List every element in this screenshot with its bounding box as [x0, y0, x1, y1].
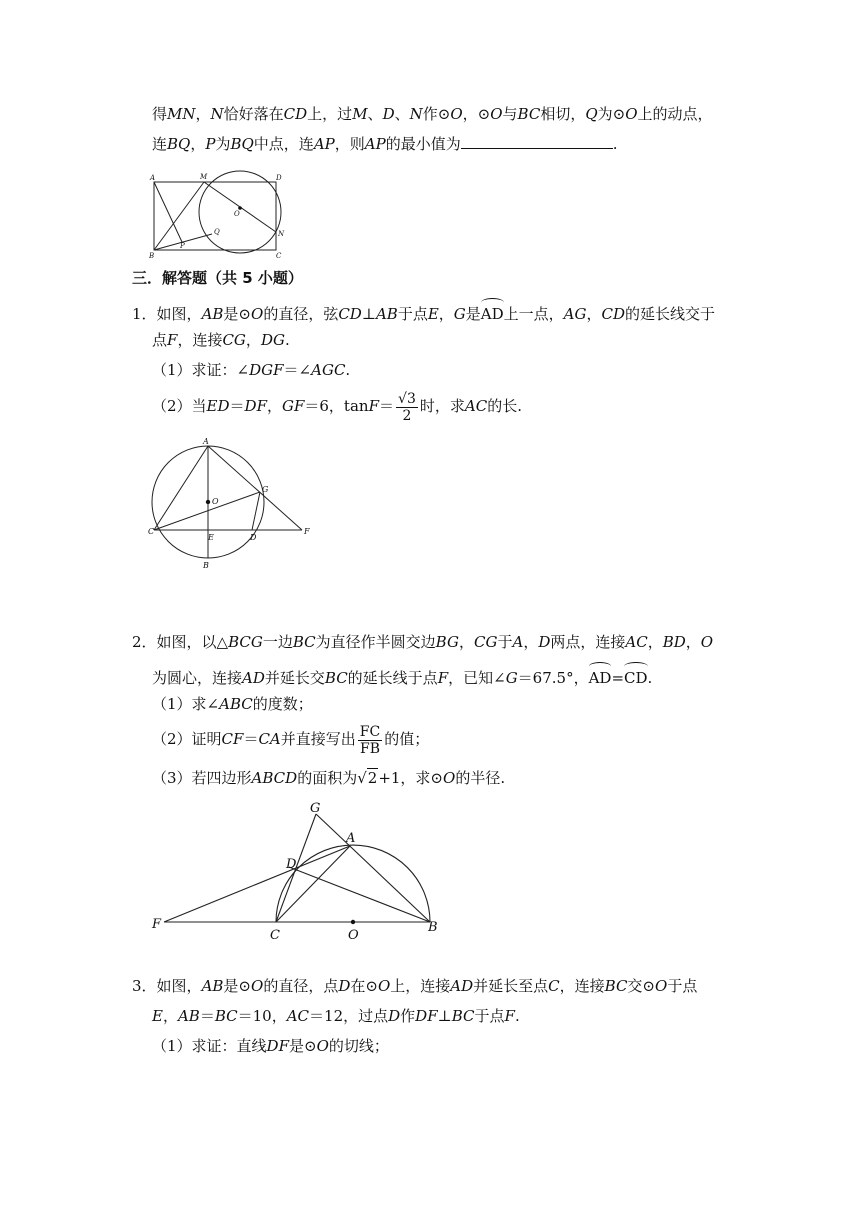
text: ，: [266, 397, 282, 415]
text: E: [152, 1007, 163, 1025]
text: .: [284, 331, 290, 349]
label-n: N: [278, 230, 285, 238]
text: ，: [245, 331, 261, 349]
text: CD: [601, 305, 626, 323]
text: M: [352, 105, 368, 123]
text: 的最小值为: [385, 135, 461, 153]
text: 是⊙: [288, 1037, 317, 1055]
text: E: [427, 305, 439, 323]
text: AC: [464, 397, 488, 415]
text: 的延长线于点: [347, 669, 438, 687]
text: 的值；: [384, 730, 430, 748]
q2-part-1: [152, 694, 313, 714]
line-fa: [164, 846, 350, 922]
segment-ap: [154, 182, 182, 242]
question-number: 2．: [132, 633, 157, 651]
text: 中点，连: [253, 135, 314, 153]
label-o: O: [348, 928, 359, 943]
text: CD: [283, 105, 308, 123]
label-a: A: [346, 831, 356, 846]
text: AB: [177, 1007, 200, 1025]
segment-gb: [316, 814, 430, 922]
text: G: [505, 669, 518, 687]
text: 一边: [262, 633, 293, 651]
text: BD: [662, 633, 686, 651]
top-problem-line-1: [152, 104, 713, 124]
text: 为直径作半圆交边: [315, 633, 436, 651]
text: DG: [260, 331, 285, 349]
text: ，: [647, 633, 663, 651]
label-f: F: [304, 527, 310, 536]
text: AD: [450, 977, 474, 995]
sqrt-two: √2: [357, 769, 378, 787]
semicircle-triangle-figure: [148, 798, 448, 944]
text: D: [538, 633, 551, 651]
text: 的半径.: [455, 769, 506, 787]
text: 交⊙: [627, 977, 655, 995]
q1-part-2: [152, 384, 522, 428]
label-c: C: [270, 928, 280, 943]
q2-line-2: [152, 664, 652, 688]
text: ＝∠: [283, 361, 312, 379]
text: F: [368, 397, 379, 415]
center-dot: [351, 920, 355, 924]
q2-part-3: [152, 768, 505, 788]
text: ，: [586, 305, 602, 323]
text: CG: [473, 633, 498, 651]
text: O: [251, 977, 264, 995]
label-q: Q: [214, 228, 220, 236]
text: 的延长线交于: [625, 305, 716, 323]
text: 于点: [474, 1007, 505, 1025]
text: AB: [201, 977, 224, 995]
q3-line-2: [152, 1006, 520, 1026]
segment-db: [289, 867, 430, 922]
text: ED: [206, 397, 230, 415]
semicircle: [276, 845, 430, 922]
text: O: [450, 105, 463, 123]
text: G: [453, 305, 466, 323]
text: 如图，以△: [156, 633, 229, 651]
text: F: [504, 1007, 515, 1025]
q3-part-1: [152, 1036, 389, 1056]
label-d: D: [276, 174, 282, 182]
text: ＝: [243, 730, 259, 748]
text: O: [251, 305, 264, 323]
label-b: B: [203, 561, 209, 570]
text: A: [512, 633, 524, 651]
text: BCG: [228, 633, 263, 651]
text: N: [210, 105, 224, 123]
text: ，: [458, 633, 474, 651]
text: ，: [195, 105, 211, 123]
text: ，⊙: [462, 105, 491, 123]
text: 于点: [397, 305, 428, 323]
text: BG: [435, 633, 459, 651]
text: ＝12，过点: [309, 1007, 389, 1025]
text: BC: [604, 977, 628, 995]
text: O: [625, 105, 638, 123]
text: 的面积为: [297, 769, 358, 787]
label-p: P: [180, 242, 185, 250]
text: 的直径，弦: [263, 305, 339, 323]
text: O: [700, 633, 714, 651]
text: ABC: [219, 695, 253, 713]
text: 在⊙: [350, 977, 378, 995]
text: ＝: [199, 1007, 215, 1025]
text: BC: [324, 669, 348, 687]
text: 的长.: [487, 397, 522, 415]
center-dot: [206, 500, 210, 504]
label-b: B: [149, 252, 155, 260]
text: ＝: [379, 397, 395, 415]
text: O: [316, 1037, 329, 1055]
q2-part-2: [152, 718, 429, 760]
text: =: [611, 669, 625, 687]
q3-line-1: [132, 976, 697, 996]
text: 如图，: [156, 305, 202, 323]
text: O: [377, 977, 391, 995]
text: O: [443, 769, 456, 787]
label-g: G: [310, 801, 321, 816]
text: DF: [244, 397, 267, 415]
segment-gd: [252, 492, 260, 530]
q1-line-1: [132, 300, 715, 324]
text: （1）求证：∠: [152, 361, 250, 379]
text: ＝10，: [237, 1007, 287, 1025]
denominator: FB: [359, 740, 380, 757]
text: ⊥: [437, 1007, 452, 1025]
text: 如图，: [156, 977, 202, 995]
text: N: [409, 105, 423, 123]
text: BC: [517, 105, 541, 123]
text: ，: [523, 633, 539, 651]
text: AB: [375, 305, 398, 323]
label-c: C: [148, 527, 155, 536]
arc-cd: CD: [624, 664, 648, 688]
text: GF: [282, 397, 305, 415]
text: 并直接写出: [280, 730, 356, 748]
q1-line-2: [152, 330, 290, 350]
arc-ad: AD: [481, 300, 504, 324]
text: CA: [258, 730, 281, 748]
text: AP: [364, 135, 386, 153]
text: 的度数；: [252, 695, 313, 713]
text: ，连接: [559, 977, 605, 995]
text: ，: [438, 305, 454, 323]
text: BQ: [230, 135, 254, 153]
text: （3）若四边形: [152, 769, 252, 787]
text: 上，过: [307, 105, 353, 123]
text: .: [612, 135, 618, 153]
text: ，: [190, 135, 206, 153]
text: 并延长至点: [473, 977, 549, 995]
q1-part-1: [152, 360, 350, 380]
text: DF: [266, 1037, 289, 1055]
segment-cg: [154, 492, 260, 530]
text: +1，求⊙: [378, 769, 443, 787]
text: 是: [465, 305, 481, 323]
text: AD: [242, 669, 265, 687]
text: F: [167, 331, 178, 349]
question-number: 1．: [132, 305, 157, 323]
fraction-fc-fb: [358, 724, 382, 757]
text: BQ: [167, 135, 191, 153]
label-f: F: [152, 917, 162, 932]
text: 恰好落在: [223, 105, 284, 123]
text: 为圆心，连接: [152, 669, 243, 687]
text: ＝67.5°，: [517, 669, 589, 687]
text: AGC: [311, 361, 346, 379]
section-heading: 三．解答题（共 5 小题）: [132, 269, 303, 287]
denominator: 2: [402, 407, 412, 424]
arc-ad: AD: [589, 664, 612, 688]
text: 相切，: [540, 105, 586, 123]
rectangle-abcd: [154, 182, 276, 250]
q2-line-1: [132, 632, 713, 652]
text: BC: [214, 1007, 238, 1025]
text: MN: [167, 105, 196, 123]
text: AP: [313, 135, 335, 153]
text: 上一点，: [503, 305, 564, 323]
question-number: 3．: [132, 977, 157, 995]
text: ，: [685, 633, 701, 651]
text: 于点: [667, 977, 698, 995]
numerator: FC: [359, 723, 381, 740]
text: BC: [292, 633, 316, 651]
numerator: 3: [406, 390, 416, 407]
text: .: [514, 1007, 520, 1025]
label-d: D: [286, 857, 297, 872]
text: AC: [286, 1007, 310, 1025]
text: O: [490, 105, 503, 123]
rectangle-circle-figure: [148, 168, 298, 260]
text: BC: [451, 1007, 475, 1025]
text: （1）求∠: [152, 695, 220, 713]
text: 的切线；: [328, 1037, 389, 1055]
text: D: [338, 977, 351, 995]
text: （2）证明: [152, 730, 222, 748]
label-o: O: [234, 210, 240, 218]
text: ＝: [229, 397, 245, 415]
text: ABCD: [251, 769, 298, 787]
text: 作⊙: [422, 105, 451, 123]
text: 于: [497, 633, 513, 651]
text: P: [205, 135, 216, 153]
text: .: [345, 361, 351, 379]
text: 是⊙: [223, 305, 251, 323]
text: CD: [338, 305, 362, 323]
radicand: 2: [367, 769, 378, 787]
text: O: [655, 977, 668, 995]
text: D: [382, 105, 395, 123]
text: ，: [162, 1007, 178, 1025]
text: ，则: [334, 135, 365, 153]
text: ，连接: [177, 331, 223, 349]
text: AC: [625, 633, 648, 651]
text: 得: [152, 105, 168, 123]
text: 作: [400, 1007, 416, 1025]
text: 点: [152, 331, 168, 349]
text: CG: [222, 331, 246, 349]
text: 两点，连接: [550, 633, 626, 651]
circle-chord-figure: [146, 436, 322, 570]
text: 连: [152, 135, 168, 153]
text: 是⊙: [223, 977, 251, 995]
label-e: E: [208, 533, 214, 542]
text: 、: [394, 105, 410, 123]
text: （1）求证：直线: [152, 1037, 267, 1055]
text: Q: [585, 105, 598, 123]
label-a: A: [150, 174, 156, 182]
label-b: B: [428, 920, 438, 935]
text: 为⊙: [597, 105, 626, 123]
label-a: A: [203, 437, 209, 446]
text: CF: [221, 730, 244, 748]
text: C: [548, 977, 560, 995]
text: 并延长交: [264, 669, 325, 687]
text: AG: [563, 305, 587, 323]
text: （2）当: [152, 397, 207, 415]
label-c: C: [276, 252, 282, 260]
answer-blank[interactable]: [461, 134, 613, 149]
label-g: G: [262, 485, 269, 494]
text: ＝6，tan: [304, 397, 369, 415]
text: 上，连接: [390, 977, 451, 995]
text: .: [647, 669, 653, 687]
text: ⊥: [361, 305, 376, 323]
text: DF: [415, 1007, 438, 1025]
text: D: [388, 1007, 401, 1025]
label-o: O: [212, 497, 219, 506]
text: 与: [502, 105, 518, 123]
text: F: [437, 669, 449, 687]
text: 上的动点，: [637, 105, 713, 123]
text: ，已知∠: [448, 669, 506, 687]
text: 时，求: [419, 397, 465, 415]
top-problem-line-2: [152, 134, 618, 154]
segment-ca: [154, 446, 208, 530]
text: DGF: [249, 361, 284, 379]
label-d: D: [250, 533, 257, 542]
label-m: M: [200, 173, 208, 181]
text: 、: [367, 105, 383, 123]
text: 的直径，点: [263, 977, 339, 995]
circle-o: [199, 171, 281, 253]
segment-bm: [154, 182, 204, 250]
text: 为: [215, 135, 231, 153]
text: AB: [201, 305, 224, 323]
fraction-tan: $\frac{√3}{2}$: [398, 390, 416, 424]
